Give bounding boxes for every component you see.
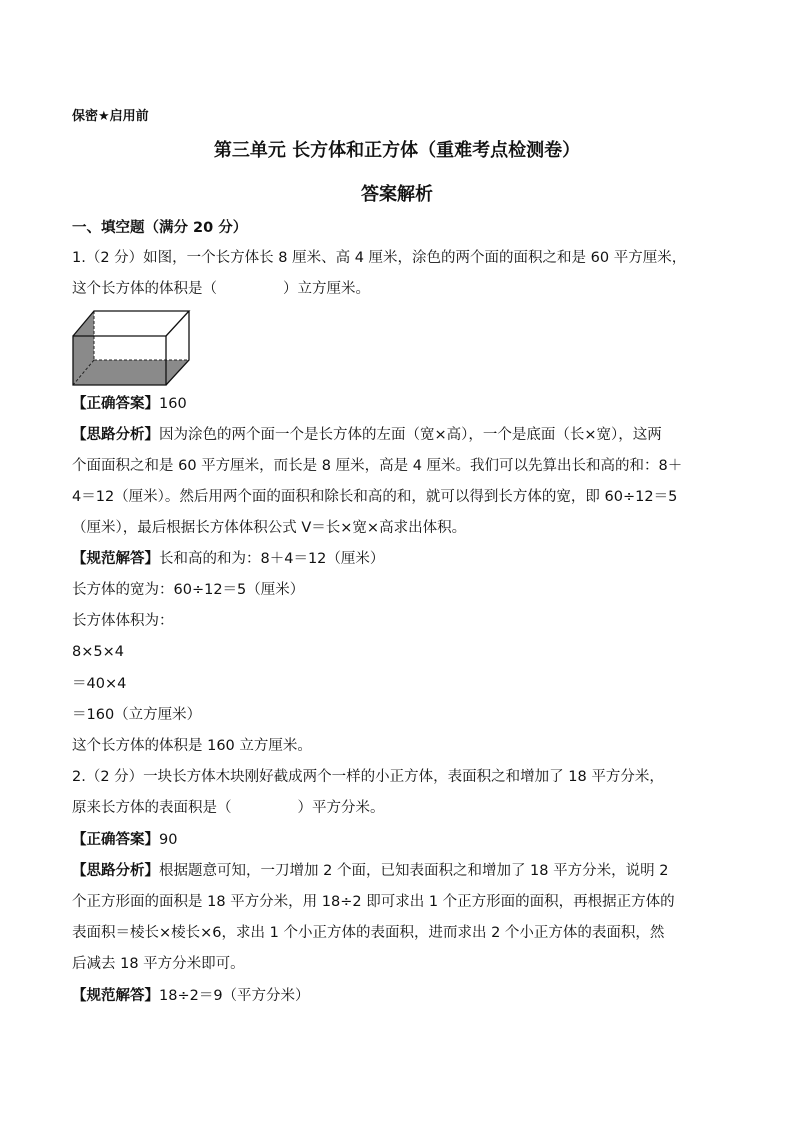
q2-analysis-line-2: 个正方形面的面积是 18 平方分米，用 18÷2 即可求出 1 个正方形面的面积，再根据正方体的	[72, 894, 675, 910]
document-subtitle: 答案解析	[361, 184, 433, 205]
q2-analysis-line-3: 表面积＝棱长×棱长×6，求出 1 个小正方体的表面积，进而求出 2 个小正方体的表面积，然	[72, 925, 665, 941]
q2-analysis-line-4: 后减去 18 平方分米即可。	[72, 956, 245, 972]
q2-answer	[72, 830, 177, 850]
solution-text: 长和高的和为：8＋4＝12（厘米）	[159, 551, 385, 567]
q1-stem-part-a: 这个长方体的体积是（	[72, 281, 217, 297]
section-heading: 一、填空题（满分 20 分）	[72, 220, 248, 236]
q1-stem-part-b: ）立方厘米。	[283, 281, 370, 297]
q1-solution-line-7: 这个长方体的体积是 160 立方厘米。	[72, 738, 312, 754]
q1-answer	[72, 394, 187, 414]
analysis-label: 【思路分析】	[72, 863, 159, 879]
cuboid-figure	[72, 310, 192, 386]
q1-analysis-line-3: 4＝12（厘米）。然后用两个面的面积和除长和高的和，就可以得到长方体的宽，即 60÷12＝5	[72, 489, 678, 505]
answer-value: 160	[159, 396, 187, 412]
analysis-label: 【思路分析】	[72, 427, 159, 443]
q2-stem-line-1: 2.（2 分）一块长方体木块刚好截成两个一样的小正方体，表面积之和增加了 18 平方分米，	[72, 769, 664, 785]
answer-label: 【正确答案】	[72, 832, 159, 848]
q1-solution-line-6: ＝160（立方厘米）	[72, 707, 202, 723]
q2-stem-part-b: ）平方分米。	[297, 800, 385, 816]
q1-stem-line-1: 1.（2 分）如图，一个长方体长 8 厘米、高 4 厘米，涂色的两个面的面积之和是 60 平方厘米，	[72, 250, 687, 266]
analysis-text: 根据题意可知，一刀增加 2 个面，已知表面积之和增加了 18 平方分米，说明 2	[159, 863, 669, 879]
document-title: 第三单元 长方体和正方体（重难考点检测卷）	[213, 140, 581, 161]
solution-label: 【规范解答】	[72, 551, 159, 567]
confidential-label: 保密★启用前	[72, 109, 149, 124]
q1-solution-line-1	[72, 549, 384, 569]
q1-stem-line-2	[72, 279, 370, 299]
analysis-text: 因为涂色的两个面一个是长方体的左面（宽×高），一个是底面（长×宽），这两	[159, 427, 662, 443]
q2-stem-line-2	[72, 798, 385, 818]
q2-stem-part-a: 原来长方体的表面积是（	[72, 800, 232, 816]
answer-value: 90	[159, 832, 178, 848]
q1-analysis-line-1	[72, 425, 662, 445]
q1-solution-line-5: ＝40×4	[72, 676, 127, 692]
q2-solution-line-1	[72, 986, 310, 1006]
q1-analysis-line-2: 个面面积之和是 60 平方厘米，而长是 8 厘米，高是 4 厘米。我们可以先算出长和高的和：8＋	[72, 458, 683, 474]
solution-text: 18÷2＝9（平方分米）	[159, 988, 310, 1004]
q1-solution-line-4: 8×5×4	[72, 644, 124, 660]
q1-solution-line-3: 长方体体积为：	[72, 613, 174, 629]
answer-label: 【正确答案】	[72, 396, 159, 412]
q1-analysis-line-4: （厘米），最后根据长方体体积公式 V＝长×宽×高求出体积。	[72, 520, 467, 536]
q2-analysis-line-1	[72, 861, 668, 881]
solution-label: 【规范解答】	[72, 988, 159, 1004]
q1-solution-line-2: 长方体的宽为：60÷12＝5（厘米）	[72, 582, 305, 598]
